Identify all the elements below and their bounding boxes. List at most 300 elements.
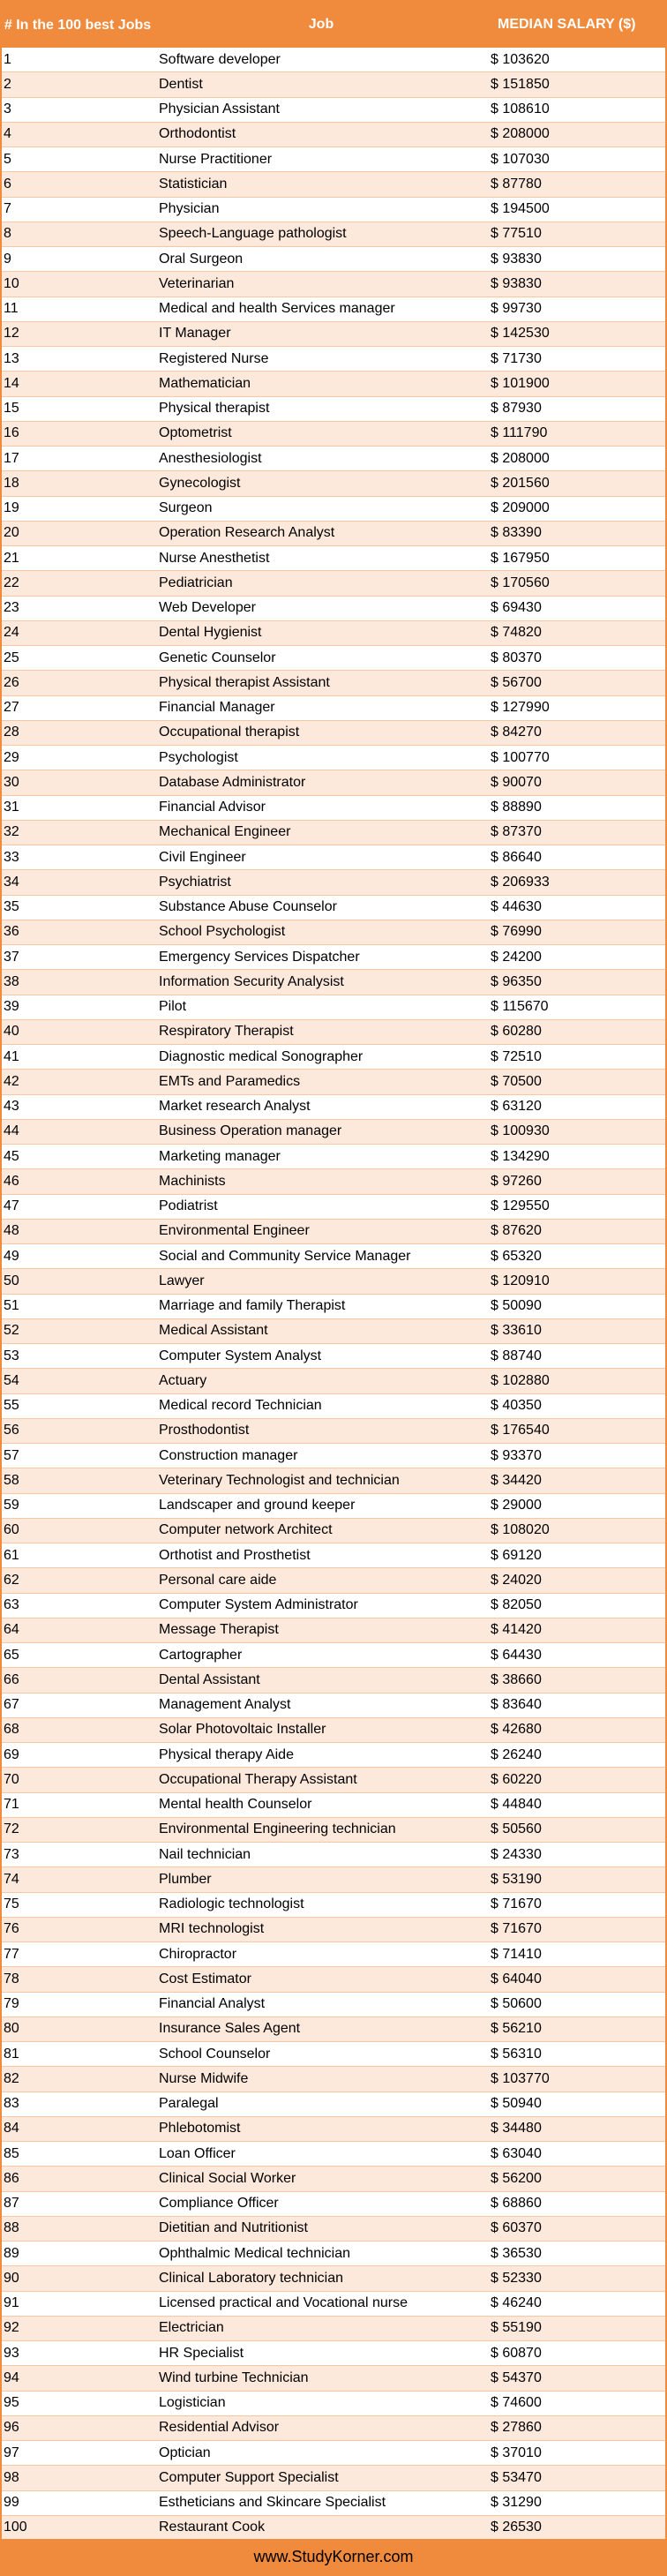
rank-cell: 54 <box>4 1372 19 1388</box>
salary-cell: $ 42680 <box>491 1722 542 1738</box>
table-row <box>2 1195 665 1220</box>
salary-cell: $ 80370 <box>491 650 542 665</box>
rank-cell: 62 <box>4 1572 19 1588</box>
rank-cell: 15 <box>4 401 19 417</box>
table-row <box>2 870 665 895</box>
salary-cell: $ 55190 <box>491 2320 542 2336</box>
salary-cell: $ 69430 <box>491 600 542 616</box>
job-cell: Lawyer <box>159 1273 205 1288</box>
salary-cell: $ 24330 <box>491 1846 542 1862</box>
table-row <box>2 721 665 746</box>
rank-cell: 5 <box>4 151 11 167</box>
job-cell: Medical record Technician <box>159 1398 322 1414</box>
job-cell: Dentist <box>159 76 203 92</box>
rank-cell: 26 <box>4 674 19 690</box>
footer <box>2 2539 665 2574</box>
job-cell: Clinical Social Worker <box>159 2170 296 2186</box>
job-cell: Computer System Administrator <box>159 1597 358 1613</box>
table-row <box>2 1095 665 1120</box>
job-cell: Veterinarian <box>159 275 235 291</box>
table-row <box>2 1668 665 1693</box>
table-row <box>2 920 665 945</box>
salary-cell: $ 208000 <box>491 450 550 466</box>
table-row <box>2 522 665 546</box>
salary-cell: $ 99730 <box>491 301 542 317</box>
job-cell: Operation Research Analyst <box>159 525 335 541</box>
rank-cell: 61 <box>4 1547 19 1563</box>
rank-cell: 60 <box>4 1522 19 1538</box>
salary-cell: $ 108610 <box>491 101 550 117</box>
salary-cell: $ 37010 <box>491 2445 542 2460</box>
job-cell: Cartographer <box>159 1647 243 1663</box>
rank-cell: 36 <box>4 924 19 940</box>
salary-cell: $ 100930 <box>491 1123 550 1139</box>
job-cell: Clinical Laboratory technician <box>159 2270 343 2286</box>
footer-website: www.StudyKorner.com <box>253 2547 414 2565</box>
job-cell: Mental health Counselor <box>159 1797 312 1813</box>
job-cell: Physical therapist Assistant <box>159 674 330 690</box>
table-row <box>2 1319 665 1344</box>
rank-cell: 20 <box>4 525 19 541</box>
table-row <box>2 2341 665 2366</box>
rank-cell: 47 <box>4 1198 19 1214</box>
salary-cell: $ 24200 <box>491 949 542 965</box>
job-cell: Dental Hygienist <box>159 625 262 641</box>
job-cell: Prosthodontist <box>159 1423 250 1438</box>
salary-cell: $ 86640 <box>491 849 542 865</box>
salary-cell: $ 102880 <box>491 1372 550 1388</box>
job-cell: Message Therapist <box>159 1622 279 1638</box>
job-cell: Diagnostic medical Sonographer <box>159 1048 363 1064</box>
salary-cell: $ 44840 <box>491 1797 542 1813</box>
salary-cell: $ 107030 <box>491 151 550 167</box>
job-cell: Gynecologist <box>159 475 241 491</box>
salary-cell: $ 68860 <box>491 2196 542 2212</box>
job-cell: Management Analyst <box>159 1697 291 1713</box>
job-cell: Registered Nurse <box>159 350 269 366</box>
salary-cell: $ 134290 <box>491 1148 550 1164</box>
job-cell: Marketing manager <box>159 1148 281 1164</box>
job-cell: Mechanical Engineer <box>159 824 291 840</box>
table-row <box>2 1494 665 1519</box>
table-row <box>2 2317 665 2341</box>
table-row <box>2 671 665 695</box>
table-row <box>2 1220 665 1244</box>
table-row <box>2 2266 665 2291</box>
salary-cell: $ 70500 <box>491 1073 542 1089</box>
table-row <box>2 1993 665 2017</box>
salary-cell: $ 44630 <box>491 899 542 915</box>
job-cell: Wind turbine Technician <box>159 2369 309 2385</box>
rank-cell: 80 <box>4 2021 19 2037</box>
header-rank: # In the 100 best Jobs <box>4 18 152 33</box>
job-cell: Web Developer <box>159 600 256 616</box>
table-row <box>2 322 665 347</box>
salary-cell: $ 82050 <box>491 1597 542 1613</box>
table-row <box>2 2516 665 2541</box>
job-cell: Physical therapist <box>159 401 270 417</box>
rank-cell: 92 <box>4 2320 19 2336</box>
rank-cell: 74 <box>4 1871 19 1887</box>
job-cell: Orthotist and Prosthetist <box>159 1547 311 1563</box>
job-cell: Dietitian and Nutritionist <box>159 2220 308 2236</box>
table-row <box>2 2366 665 2391</box>
salary-cell: $ 101900 <box>491 375 550 391</box>
table-row <box>2 1444 665 1468</box>
table-row <box>2 2242 665 2266</box>
rank-cell: 87 <box>4 2196 19 2212</box>
rank-cell: 17 <box>4 450 19 466</box>
table-row <box>2 621 665 646</box>
table-row <box>2 2192 665 2217</box>
rank-cell: 72 <box>4 1821 19 1837</box>
table-row <box>2 172 665 197</box>
rank-cell: 65 <box>4 1647 19 1663</box>
table-row <box>2 422 665 447</box>
salary-cell: $ 71730 <box>491 350 542 366</box>
rank-cell: 6 <box>4 176 11 192</box>
job-cell: Software developer <box>159 51 281 67</box>
table-row <box>2 2392 665 2416</box>
rank-cell: 4 <box>4 126 11 142</box>
job-cell: Computer System Analyst <box>159 1348 322 1363</box>
salary-cell: $ 176540 <box>491 1423 550 1438</box>
table-row <box>2 1867 665 1892</box>
rank-cell: 48 <box>4 1223 19 1239</box>
job-cell: Licensed practical and Vocational nurse <box>159 2295 408 2311</box>
rank-cell: 68 <box>4 1722 19 1738</box>
header-job: Job <box>308 17 334 32</box>
salary-cell: $ 53190 <box>491 1871 542 1887</box>
rank-cell: 19 <box>4 500 19 516</box>
table-row <box>2 2067 665 2092</box>
table-row <box>2 2217 665 2242</box>
rank-cell: 76 <box>4 1921 19 1937</box>
salary-cell: $ 201560 <box>491 475 550 491</box>
table-row <box>2 347 665 372</box>
table-row <box>2 1468 665 1493</box>
table-row <box>2 2142 665 2167</box>
salary-cell: $ 84270 <box>491 725 542 740</box>
table-row <box>2 2292 665 2317</box>
salary-cell: $ 63040 <box>491 2145 542 2161</box>
salary-cell: $ 103620 <box>491 51 550 67</box>
rank-cell: 89 <box>4 2245 19 2261</box>
salary-cell: $ 56310 <box>491 2046 542 2062</box>
salary-cell: $ 64430 <box>491 1647 542 1663</box>
table-row <box>2 646 665 671</box>
salary-cell: $ 111790 <box>491 425 548 441</box>
salary-cell: $ 194500 <box>491 201 550 217</box>
table-row <box>2 1519 665 1543</box>
salary-cell: $ 33610 <box>491 1323 542 1339</box>
rank-cell: 67 <box>4 1697 19 1713</box>
table-row <box>2 123 665 147</box>
table-row <box>2 1169 665 1194</box>
table-row <box>2 1594 665 1618</box>
job-cell: Occupational therapist <box>159 725 300 740</box>
table-row <box>2 372 665 396</box>
rank-cell: 28 <box>4 725 19 740</box>
job-cell: Logistician <box>159 2395 226 2411</box>
job-cell: Compliance Officer <box>159 2196 279 2212</box>
job-cell: Optician <box>159 2445 211 2460</box>
rank-cell: 64 <box>4 1622 19 1638</box>
table-row <box>2 845 665 870</box>
rank-cell: 41 <box>4 1048 19 1064</box>
salary-cell: $ 74820 <box>491 625 542 641</box>
job-cell: Physician <box>159 201 220 217</box>
rank-cell: 9 <box>4 251 11 267</box>
rank-cell: 14 <box>4 375 19 391</box>
table-row <box>2 272 665 297</box>
salary-cell: $ 65320 <box>491 1248 542 1264</box>
rank-cell: 77 <box>4 1946 19 1962</box>
job-cell: Pilot <box>159 999 187 1015</box>
table-row <box>2 72 665 97</box>
rank-cell: 86 <box>4 2170 19 2186</box>
job-cell: School Counselor <box>159 2046 271 2062</box>
job-cell: Statistician <box>159 176 228 192</box>
table-row <box>2 2441 665 2466</box>
rank-cell: 63 <box>4 1597 19 1613</box>
job-cell: Genetic Counselor <box>159 650 276 665</box>
job-cell: Financial Analyst <box>159 1996 266 2012</box>
table-row <box>2 571 665 596</box>
rank-cell: 16 <box>4 425 19 441</box>
rank-cell: 32 <box>4 824 19 840</box>
job-cell: Pediatrician <box>159 575 233 590</box>
rank-cell: 69 <box>4 1746 19 1762</box>
rank-cell: 24 <box>4 625 19 641</box>
job-cell: Construction manager <box>159 1447 298 1463</box>
job-cell: Physical therapy Aide <box>159 1746 294 1762</box>
rank-cell: 98 <box>4 2469 19 2485</box>
table-row <box>2 1394 665 1419</box>
salary-cell: $ 83390 <box>491 525 542 541</box>
salary-cell: $ 87780 <box>491 176 542 192</box>
table-row <box>2 147 665 172</box>
salary-cell: $ 26240 <box>491 1746 542 1762</box>
salary-cell: $ 76990 <box>491 924 542 940</box>
table-row <box>2 1893 665 1918</box>
rank-cell: 57 <box>4 1447 19 1463</box>
rank-cell: 94 <box>4 2369 19 2385</box>
table-row <box>2 970 665 995</box>
salary-cell: $ 83640 <box>491 1697 542 1713</box>
salary-cell: $ 88890 <box>491 800 542 815</box>
salary-cell: $ 142530 <box>491 326 550 342</box>
job-cell: Computer network Architect <box>159 1522 333 1538</box>
rank-cell: 27 <box>4 700 19 716</box>
rank-cell: 81 <box>4 2046 19 2062</box>
rank-cell: 84 <box>4 2121 19 2137</box>
salary-cell: $ 34480 <box>491 2121 542 2137</box>
salary-cell: $ 56700 <box>491 674 542 690</box>
table-row <box>2 546 665 571</box>
job-cell: Electrician <box>159 2320 224 2336</box>
rank-cell: 13 <box>4 350 19 366</box>
job-cell: Information Security Analysist <box>159 973 344 989</box>
rank-cell: 25 <box>4 650 19 665</box>
table-row <box>2 1070 665 1094</box>
job-cell: Personal care aide <box>159 1572 277 1588</box>
table-row <box>2 1818 665 1843</box>
table-row <box>2 198 665 222</box>
job-cell: Physician Assistant <box>159 101 280 117</box>
salary-cell: $ 38660 <box>491 1671 542 1687</box>
job-cell: Paralegal <box>159 2096 219 2112</box>
job-cell: Estheticians and Skincare Specialist <box>159 2495 386 2511</box>
table-row <box>2 696 665 721</box>
rank-cell: 50 <box>4 1273 19 1288</box>
salary-cell: $ 97260 <box>491 1173 542 1189</box>
table-row <box>2 2466 665 2490</box>
table-row <box>2 2416 665 2441</box>
table-row <box>2 1269 665 1294</box>
job-cell: Veterinary Technologist and technician <box>159 1472 400 1488</box>
job-cell: Social and Community Service Manager <box>159 1248 411 1264</box>
rank-cell: 75 <box>4 1896 19 1912</box>
job-cell: Optometrist <box>159 425 232 441</box>
salary-cell: $ 50940 <box>491 2096 542 2112</box>
salary-cell: $ 46240 <box>491 2295 542 2311</box>
rank-cell: 43 <box>4 1099 19 1115</box>
table-row <box>2 1145 665 1169</box>
job-cell: Database Administrator <box>159 774 306 790</box>
rank-cell: 79 <box>4 1996 19 2012</box>
rank-cell: 71 <box>4 1797 19 1813</box>
job-cell: Residential Advisor <box>159 2420 280 2436</box>
rank-cell: 23 <box>4 600 19 616</box>
rank-cell: 30 <box>4 774 19 790</box>
table-row <box>2 597 665 621</box>
rank-cell: 56 <box>4 1423 19 1438</box>
rank-cell: 51 <box>4 1298 19 1314</box>
rank-cell: 58 <box>4 1472 19 1488</box>
salary-cell: $ 50090 <box>491 1298 542 1314</box>
salary-cell: $ 129550 <box>491 1198 550 1214</box>
rank-cell: 35 <box>4 899 19 915</box>
salary-cell: $ 100770 <box>491 749 550 765</box>
table-row <box>2 48 665 72</box>
salary-cell: $ 54370 <box>491 2369 542 2385</box>
job-cell: Podiatrist <box>159 1198 218 1214</box>
table-row <box>2 1793 665 1818</box>
rank-cell: 34 <box>4 874 19 890</box>
table-row <box>2 896 665 920</box>
rank-cell: 33 <box>4 849 19 865</box>
job-cell: Actuary <box>159 1372 207 1388</box>
table-row <box>2 98 665 123</box>
salary-cell: $ 90070 <box>491 774 542 790</box>
rank-cell: 52 <box>4 1323 19 1339</box>
rank-cell: 45 <box>4 1148 19 1164</box>
rank-cell: 73 <box>4 1846 19 1862</box>
job-cell: Financial Advisor <box>159 800 266 815</box>
job-cell: Occupational Therapy Assistant <box>159 1771 357 1787</box>
job-cell: Medical Assistant <box>159 1323 268 1339</box>
salary-cell: $ 63120 <box>491 1099 542 1115</box>
salary-cell: $ 208000 <box>491 126 550 142</box>
rank-cell: 95 <box>4 2395 19 2411</box>
job-cell: Insurance Sales Agent <box>159 2021 301 2037</box>
rank-cell: 90 <box>4 2270 19 2286</box>
salary-cell: $ 24020 <box>491 1572 542 1588</box>
job-cell: Environmental Engineering technician <box>159 1821 396 1837</box>
job-cell: Solar Photovoltaic Installer <box>159 1722 326 1738</box>
rank-cell: 53 <box>4 1348 19 1363</box>
job-cell: Environmental Engineer <box>159 1223 310 1239</box>
rank-cell: 100 <box>4 2520 27 2535</box>
job-cell: Machinists <box>159 1173 226 1189</box>
job-cell: Nurse Midwife <box>159 2070 249 2086</box>
salary-cell: $ 53470 <box>491 2469 542 2485</box>
job-cell: Financial Manager <box>159 700 275 716</box>
table-row <box>2 796 665 821</box>
job-cell: Phlebotomist <box>159 2121 241 2137</box>
rank-cell: 49 <box>4 1248 19 1264</box>
job-cell: Psychiatrist <box>159 874 231 890</box>
table-header <box>2 2 665 48</box>
job-cell: Surgeon <box>159 500 213 516</box>
rank-cell: 31 <box>4 800 19 815</box>
table-row <box>2 1419 665 1444</box>
job-cell: Medical and health Services manager <box>159 301 395 317</box>
job-cell: Radiologic technologist <box>159 1896 304 1912</box>
job-cell: Mathematician <box>159 375 251 391</box>
rank-cell: 22 <box>4 575 19 590</box>
rank-cell: 8 <box>4 226 11 242</box>
rank-cell: 93 <box>4 2345 19 2361</box>
job-cell: Loan Officer <box>159 2145 236 2161</box>
table-row <box>2 1618 665 1643</box>
rank-cell: 42 <box>4 1073 19 1089</box>
table-row <box>2 1020 665 1045</box>
salary-cell: $ 93830 <box>491 251 542 267</box>
job-cell: Speech-Language pathologist <box>159 226 347 242</box>
salary-cell: $ 29000 <box>491 1498 542 1513</box>
salary-cell: $ 36530 <box>491 2245 542 2261</box>
job-cell: Business Operation manager <box>159 1123 342 1139</box>
salary-cell: $ 60870 <box>491 2345 542 2361</box>
rank-cell: 59 <box>4 1498 19 1513</box>
rank-cell: 70 <box>4 1771 19 1787</box>
table-row <box>2 770 665 795</box>
table-row <box>2 945 665 970</box>
table-row <box>2 2017 665 2042</box>
table-row <box>2 1120 665 1145</box>
table-row <box>2 1344 665 1369</box>
table-row <box>2 1643 665 1668</box>
job-cell: School Psychologist <box>159 924 286 940</box>
job-cell: Plumber <box>159 1871 212 1887</box>
rank-cell: 1 <box>4 51 11 67</box>
table-body <box>2 48 665 2541</box>
rank-cell: 96 <box>4 2420 19 2436</box>
salary-cell: $ 120910 <box>491 1273 550 1288</box>
rank-cell: 44 <box>4 1123 19 1139</box>
rank-cell: 2 <box>4 76 11 92</box>
rank-cell: 97 <box>4 2445 19 2460</box>
job-cell: Civil Engineer <box>159 849 246 865</box>
table-row <box>2 1918 665 1942</box>
salary-cell: $ 127990 <box>491 700 550 716</box>
rank-cell: 38 <box>4 973 19 989</box>
header-salary: MEDIAN SALARY ($) <box>498 17 636 32</box>
salary-cell: $ 69120 <box>491 1547 542 1563</box>
salary-cell: $ 103770 <box>491 2070 550 2086</box>
